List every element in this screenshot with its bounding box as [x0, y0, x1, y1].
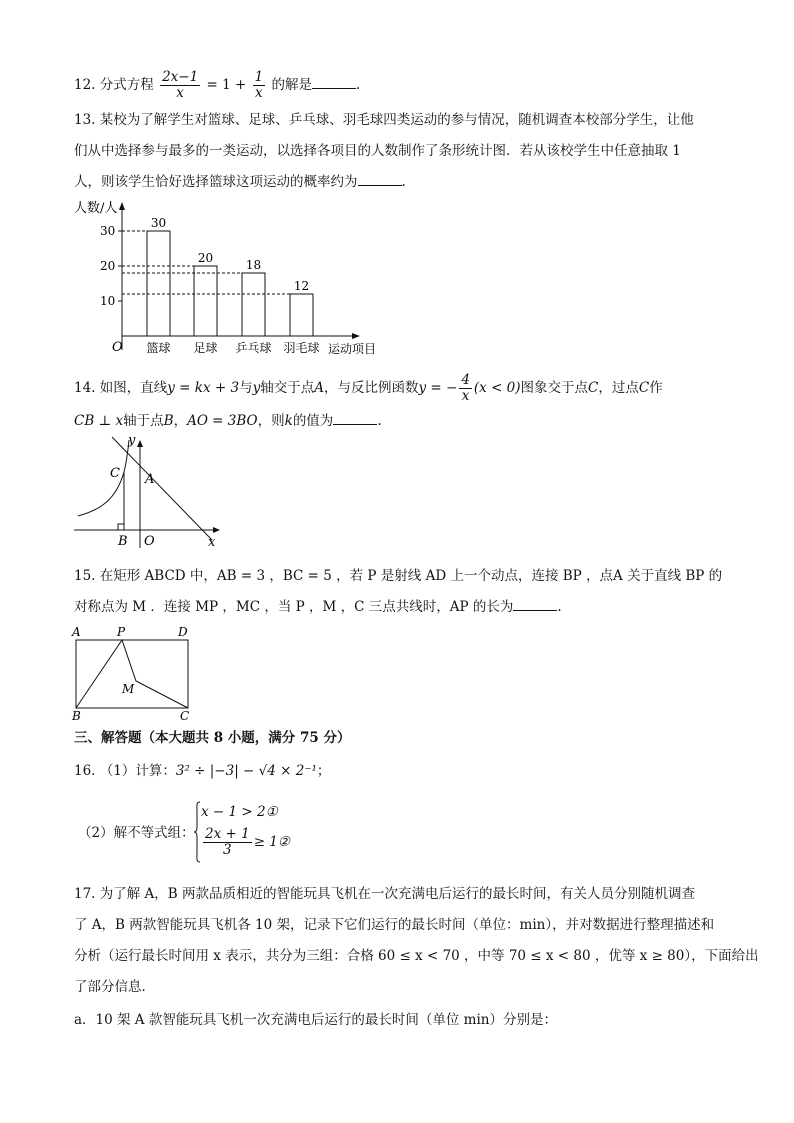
q12-rhs-denominator: x	[255, 85, 263, 101]
q14-function-fraction	[459, 373, 472, 404]
q14-perp-expr: CB ⊥ x	[74, 413, 124, 429]
chart-ylabel: 人数/人	[74, 201, 118, 216]
q14-text-e: 图象交于点	[520, 380, 589, 396]
q14-fig-y-arrow	[137, 440, 143, 447]
chart-ytick-label-2: 30	[100, 224, 116, 238]
q14-text-c: 轴交于点	[260, 380, 315, 396]
q17-line5: a．10 架 A 款智能玩具飞机一次充满电后运行的最长时间（单位 min）分别是：	[74, 1012, 557, 1028]
q15-answer-blank	[513, 597, 557, 611]
q15-line1: 15. 在矩形 ABCD 中，AB = 3 ，BC = 5 ，若 P 是射线 AD 上一个动点，连接 BP ，点A 关于直线 BP 的	[74, 568, 723, 584]
q12-line	[74, 70, 360, 101]
q13-line3-text: 人，则该学生恰好选择篮球这项运动的概率约为	[74, 174, 358, 190]
q14-function-denominator: x	[461, 388, 470, 404]
chart-category-label-0: 篮球	[146, 341, 171, 355]
q13-answer-blank	[358, 172, 402, 186]
q15-line2	[74, 597, 562, 617]
section-3-heading: 三、解答题（本大题共 8 小题，满分 75 分）	[74, 730, 351, 746]
q14-fig-label-c: C	[110, 466, 120, 481]
q16-inequality-2-rest: ≥ 1②	[253, 834, 290, 850]
q14-text-d: ，与反比例函数	[323, 380, 419, 396]
q16-inequality-2	[201, 827, 290, 858]
chart-category-label-1: 足球	[193, 341, 218, 355]
q14-point-a: A	[314, 380, 324, 396]
q17-line1: 17. 为了解 A，B 两款品质相近的智能玩具飞机在一次充满电后运行的最长时间，有关人员分别随机调查	[74, 886, 696, 902]
chart-category-label-3: 羽毛球	[283, 341, 320, 355]
q14-fig-label-a: A	[145, 472, 155, 487]
q13-line1: 13. 某校为了解学生对篮球、足球、乒乓球、羽毛球四类运动的参与情况，随机调查本校部分学生，让他	[74, 112, 694, 128]
q14-text-j: ，则	[257, 413, 285, 429]
q15-fig-label-a: A	[72, 625, 81, 639]
q12-answer-blank	[312, 75, 356, 89]
chart-ytick-label-0: 10	[100, 294, 116, 308]
q13-end: .	[401, 174, 406, 190]
q13-line2: 们从中选择参与最多的一类运动，以选择各项目的人数制作了条形统计图．若从该校学生中任意抽取 1	[74, 143, 681, 159]
q14-line2	[74, 411, 382, 431]
q16-part1-label: 16. （1）计算：	[74, 763, 176, 779]
q14-y-axis-var: y	[252, 380, 261, 396]
chart-xlabel: 运动项目	[328, 342, 377, 356]
q14-k-var: k	[284, 413, 293, 429]
q14-text-h: 轴于点	[123, 413, 164, 429]
q17-line2: 了 A，B 两款智能玩具飞机各 10 架，记录下它们运行的最长时间（单位：min），并对数据进行整理描述和	[74, 917, 715, 933]
q16-inequality-2-denominator: 3	[223, 842, 232, 858]
q15-fig-label-c: C	[180, 709, 190, 723]
chart-bar-0	[147, 231, 170, 336]
q14-fig-hyperbola	[78, 440, 129, 516]
q14-text-g: 作	[649, 380, 663, 396]
q14-end: .	[377, 413, 382, 429]
q16-inequality-2-fraction	[203, 827, 252, 858]
q14-fig-label-o: O	[144, 534, 155, 549]
q16-inequality-1: x − 1 > 2①	[201, 804, 278, 820]
q14-fig-line	[112, 437, 212, 540]
q14-line-equation: y = kx + 3	[167, 380, 240, 396]
q14-fig-label-b: B	[118, 534, 128, 549]
q12-lhs-denominator: x	[176, 85, 184, 101]
q13-line3	[74, 172, 406, 192]
q14-point-c-2: C	[638, 380, 650, 396]
q12-lhs-fraction	[160, 70, 200, 101]
q14-point-c: C	[588, 380, 599, 396]
q14-answer-blank	[333, 411, 377, 425]
q12-end: .	[355, 77, 361, 93]
chart-origin-label: O	[112, 340, 123, 355]
chart-bar-2	[242, 273, 265, 336]
q14-text-a: 14. 如图，直线	[74, 380, 168, 396]
chart-x-arrow	[352, 333, 360, 339]
q12-rhs-fraction	[253, 70, 266, 101]
q15-figure	[70, 624, 200, 724]
q15-fig-label-m: M	[122, 682, 135, 696]
q14-text-k: 的值为	[292, 413, 334, 429]
q15-fig-label-d: D	[178, 625, 188, 639]
chart-bar-3	[290, 294, 313, 336]
q16-part1-end: ；	[316, 763, 331, 779]
q16-part2-label: （2）解不等式组：	[78, 825, 195, 841]
q15-end: .	[557, 599, 562, 615]
chart-y-arrow	[119, 202, 125, 210]
q14-figure	[70, 432, 230, 552]
chart-ytick-label-1: 20	[100, 259, 116, 273]
q14-text-i: ，	[173, 413, 188, 429]
chart-bar-1	[194, 266, 217, 336]
q14-function-numerator: 4	[461, 372, 470, 388]
q12-lhs-numerator: 2x−1	[162, 69, 199, 85]
q15-line2-text: 对称点为 M ．连接 MP ，MC ，当 P ，M ，C 三点共线时，AP 的长为	[74, 599, 514, 615]
q14-fig-right-angle	[118, 524, 124, 530]
chart-category-label-2: 乒乓球	[235, 341, 272, 355]
q15-fig-label-p: P	[117, 625, 126, 639]
q14-text-f: ，过点	[598, 380, 639, 396]
q14-fig-label-y: y	[128, 433, 136, 448]
bar-chart	[70, 196, 390, 366]
q17-line3: 分析（运行最长时间用 x 表示，共分为三组：合格 60 ≤ x < 70 ，中等 70 ≤ x < 80 ，优等 x ≥ 80），下面给出	[74, 948, 759, 964]
q14-ratio-expr: AO = 3BO	[187, 413, 258, 429]
q14-text-b: 与	[239, 380, 253, 396]
q12-suffix: 的解是	[271, 77, 312, 93]
q14-fig-x-arrow	[213, 527, 220, 533]
q12-rhs-numerator: 1	[254, 69, 264, 85]
q16-part1-expression: 3² ÷ |−3| − √4 × 2⁻¹	[175, 763, 317, 779]
q17-line4: 了部分信息．	[74, 979, 155, 995]
chart-value-label-3: 12	[293, 279, 310, 293]
q12-mid: = 1 +	[206, 77, 247, 93]
q14-function-domain: (x < 0)	[473, 380, 521, 396]
chart-value-label-1: 20	[197, 251, 214, 265]
q14-line1	[74, 373, 663, 404]
q16-brace	[193, 801, 201, 863]
chart-value-label-0: 30	[150, 216, 167, 230]
chart-value-label-2: 18	[245, 258, 262, 272]
q14-fig-label-x: x	[208, 535, 216, 550]
q15-fig-bpmc	[76, 640, 188, 708]
q16-inequality-2-numerator: 2x + 1	[205, 826, 250, 842]
q14-function-lhs: y = −	[418, 380, 458, 396]
q16-part1	[74, 761, 330, 781]
q15-fig-label-b: B	[72, 709, 81, 723]
q12-prefix: 12. 分式方程	[74, 77, 154, 93]
q15-fig-rectangle	[76, 640, 188, 708]
q14-point-b: B	[163, 413, 174, 429]
